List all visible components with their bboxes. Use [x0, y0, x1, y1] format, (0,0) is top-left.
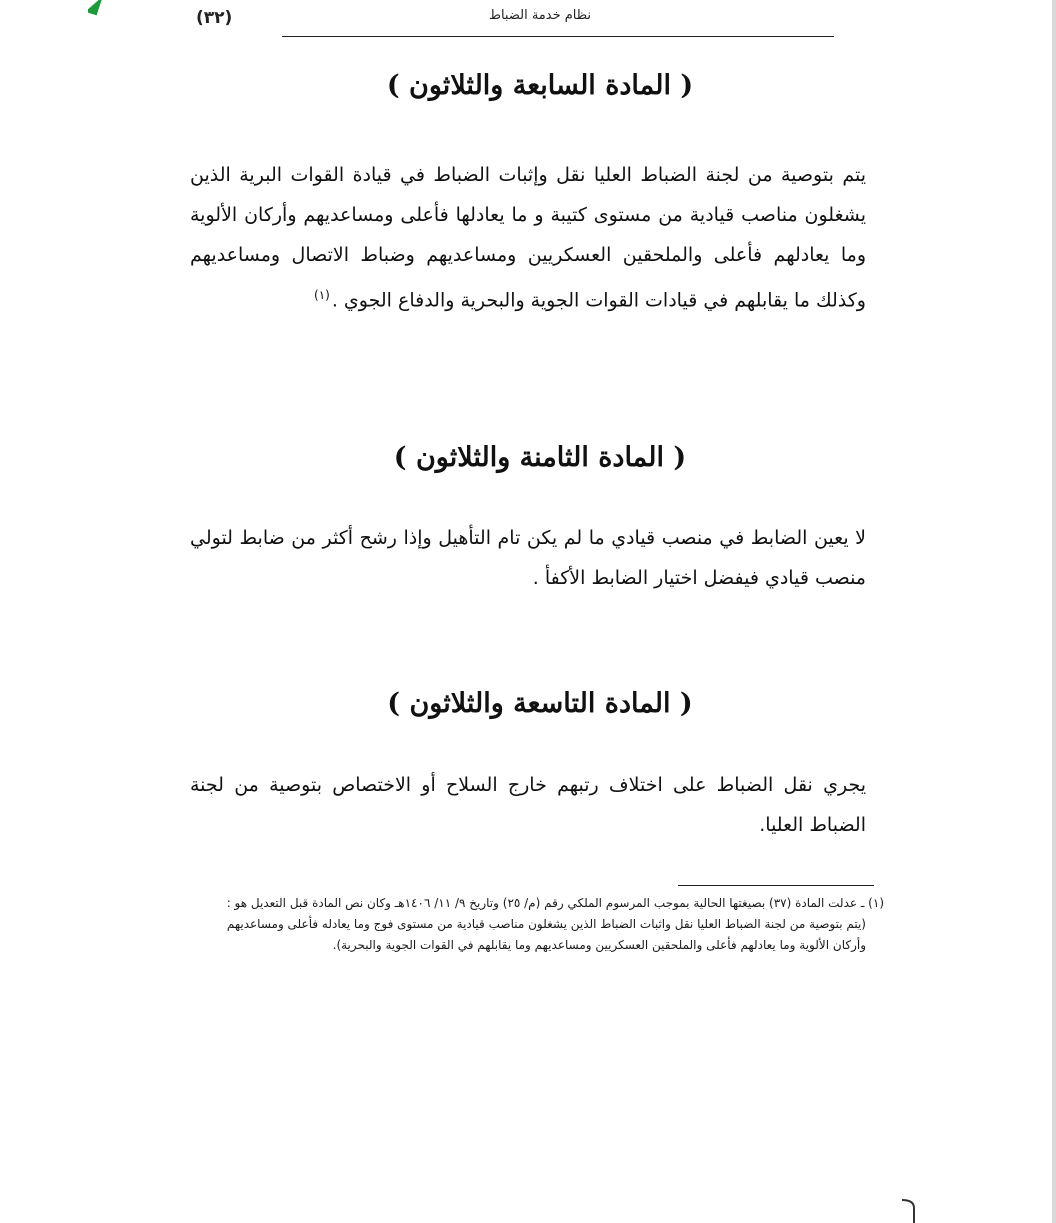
article-39-body: يجري نقل الضباط على اختلاف رتبهم خارج السلاح أو الاختصاص بتوصية من لجنة الضباط العليا. — [190, 774, 866, 836]
article-38-heading: ( المادة الثامنة والثلاثون ) — [393, 442, 687, 473]
running-header-title: نظام خدمة الضباط — [488, 8, 592, 23]
footnote — [204, 893, 884, 956]
footnote-reference[interactable]: (١) — [314, 288, 330, 302]
article-39-heading: ( المادة التاسعة والثلاثون ) — [387, 688, 693, 719]
footnote-line: (يتم بتوصية من لجنة الضباط العليا نقل واثبات الضباط الذين يشغلون مناصب قيادية من مستوى فوج وما يعادله فأعلى ومساعديهم — [226, 917, 866, 931]
article-37-heading: ( المادة السابعة والثلاثون ) — [386, 70, 694, 101]
page-number: (٣٢) — [196, 8, 233, 28]
article-37-body — [190, 155, 866, 320]
page-edge-bracket-icon — [900, 1198, 920, 1223]
article-38-body: لا يعين الضابط في منصب قيادي ما لم يكن تام التأهيل وإذا رشح أكثر من ضابط لتولي منصب قيادي فيفضل اختيار الضابط الأكفأ . — [190, 527, 866, 589]
corner-mark-icon — [88, 0, 114, 20]
footnote-rule — [678, 885, 874, 886]
footnote-line: (١) ـ عدلت المادة (٣٧) بصيغتها الحالية بموجب المرسوم الملكي رقم (م/ ٢٥) وتاريخ ٩/ ١١/ ١٤٠٦هـ وكان نص المادة قبل التعديل هو : — [226, 896, 884, 910]
footnote-line: وأركان الألوية وما يعادلهم فأعلى والملحقين العسكريين ومساعديهم وما يقابلهم في القوات الجوية والبحرية). — [332, 938, 866, 952]
scan-edge — [1052, 0, 1056, 1223]
header-rule — [282, 36, 834, 37]
article-37-text: يتم بتوصية من لجنة الضباط العليا نقل وإثبات الضباط في قيادة القوات البرية الذين يشغلون مناصب قيادية من مستوى كتيبة و ما يعادلها فأعلى ومساعديهم وأركان الألوية وما يعادلهم فأعلى والملحقين العسكريين ومساعديهم وضباط الاتصال ومساعديهم وكذلك ما يقابلهم في قيادات القوات الجوية والبحرية والدفاع الجوي . — [190, 164, 866, 312]
